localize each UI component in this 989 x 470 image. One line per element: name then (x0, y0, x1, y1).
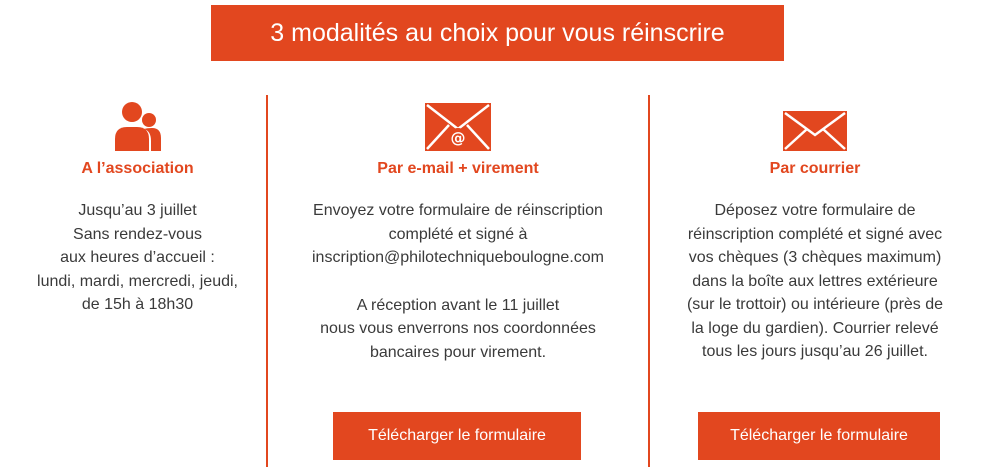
text-line: tous les jours jusqu’au 26 juillet. (702, 343, 928, 360)
text-line: Jusqu’au 3 juillet (78, 202, 197, 219)
text-line: Envoyez votre formulaire de réinscription (313, 202, 603, 219)
envelope-icon (783, 111, 847, 151)
option-email (268, 95, 648, 470)
text-line: de 15h à 18h30 (81, 296, 194, 313)
text-line: bancaires pour virement. (369, 343, 547, 361)
text-line: réinscription complété et signé avec (687, 225, 943, 243)
email-address: inscription@philotechniqueboulogne.com (312, 249, 604, 266)
option-title: Par e-mail + virement (377, 160, 539, 177)
text-line: lundi, mardi, mercredi, jeudi, (37, 272, 238, 290)
download-form-button[interactable]: Télécharger le formulaire (698, 412, 940, 460)
svg-text:@: @ (450, 129, 466, 147)
text-line: nous vous enverrons nos coordonnées (320, 320, 596, 337)
option-description (10, 199, 265, 317)
people-icon (114, 101, 162, 151)
text-line: la loge du gardien). Courrier relevé (691, 319, 939, 337)
text-line: Sans rendez-vous (73, 225, 202, 243)
column-divider (648, 95, 650, 467)
option-mail (651, 95, 979, 470)
text-line: (sur le trottoir) ou intérieure (près de (686, 296, 944, 313)
option-association (10, 95, 265, 470)
option-title: A l’association (81, 160, 194, 177)
text-line: complété et signé à (388, 225, 528, 243)
download-form-button[interactable]: Télécharger le formulaire (333, 412, 581, 460)
text-line: Déposez votre formulaire de (714, 202, 916, 219)
option-description (651, 199, 979, 364)
text-line: aux heures d’accueil : (60, 249, 215, 266)
option-description (268, 199, 648, 364)
text-line: A réception avant le 11 juillet (356, 296, 560, 314)
option-title: Par courrier (769, 160, 861, 177)
email-at-icon (425, 103, 491, 151)
text-line: dans la boîte aux lettres extérieure (692, 272, 938, 290)
text-line: vos chèques (3 chèques maximum) (688, 249, 942, 266)
page-title: 3 modalités au choix pour vous réinscrire (211, 5, 784, 61)
